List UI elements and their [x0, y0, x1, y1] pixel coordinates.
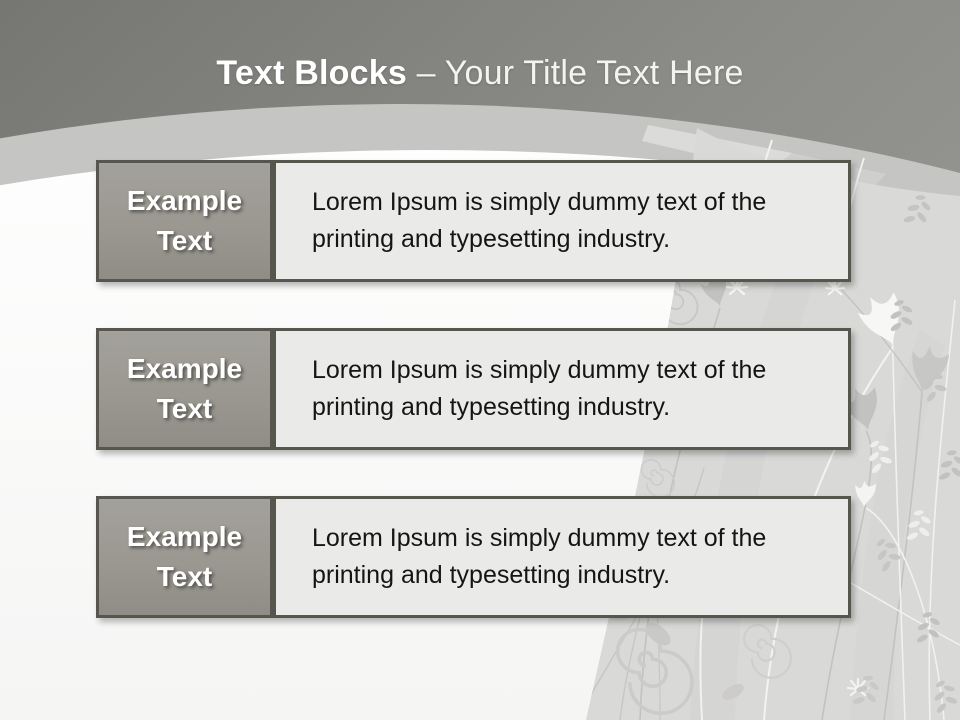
label-line: Text	[156, 225, 213, 256]
text-block	[96, 160, 851, 282]
slide-title-regular: – Your Title Text Here	[416, 54, 744, 92]
label-line: Example	[126, 185, 243, 216]
body-text: Lorem Ipsum is simply dummy text of the printing and typesetting industry.	[312, 356, 767, 421]
text-block-body	[273, 496, 851, 618]
label-line: Text	[156, 393, 213, 424]
body-text: Lorem Ipsum is simply dummy text of the printing and typesetting industry.	[312, 524, 767, 589]
slide-title	[0, 0, 960, 93]
text-block	[96, 328, 851, 450]
label-line: Example	[126, 353, 243, 384]
text-block-body	[273, 160, 851, 282]
text-block	[96, 496, 851, 618]
text-block-label	[96, 160, 273, 282]
label-line: Text	[156, 561, 213, 592]
text-block-label	[96, 328, 273, 450]
text-block-body	[273, 328, 851, 450]
slide-title-emphasis: Text Blocks	[216, 54, 407, 92]
body-text: Lorem Ipsum is simply dummy text of the printing and typesetting industry.	[312, 188, 767, 253]
text-block-label	[96, 496, 273, 618]
label-line: Example	[126, 521, 243, 552]
